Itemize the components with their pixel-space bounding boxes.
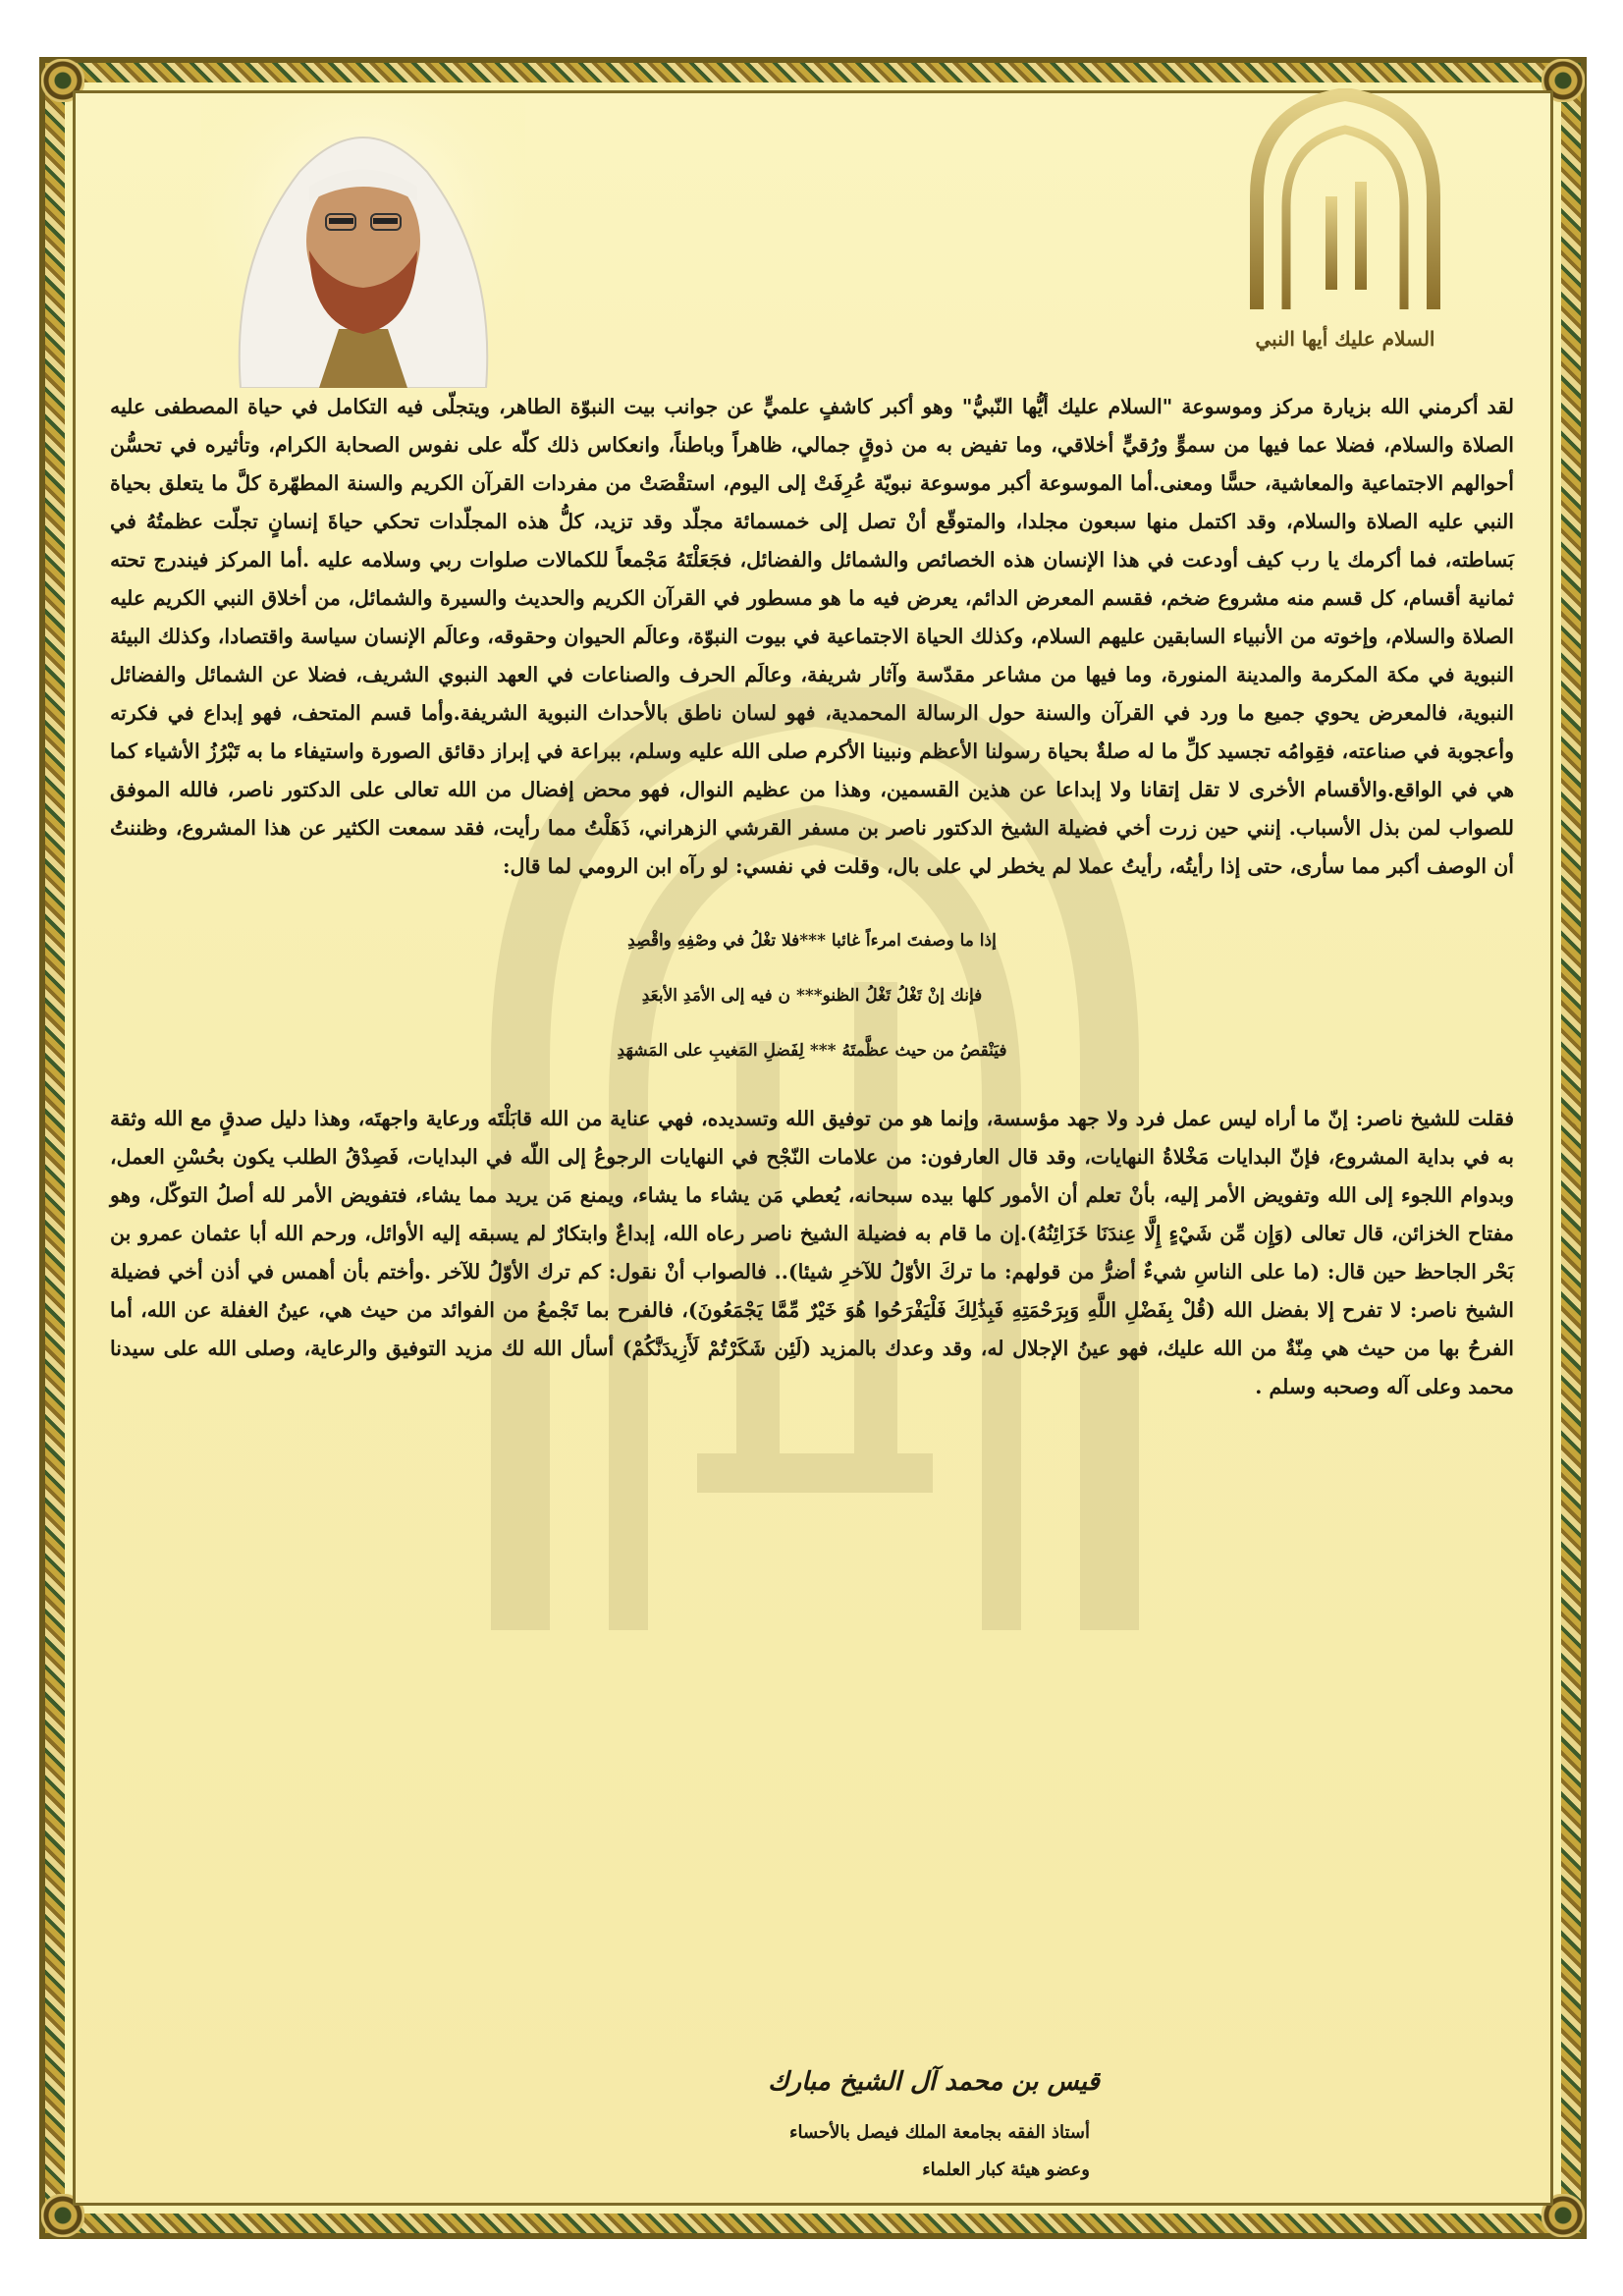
logo-calligraphy-sub: السلام عليك أيها النبي (1255, 327, 1435, 351)
poem-verse: فإنك إنْ تَغْلُ تَغْلُ الظنو*** ن فيه إلى الأمَدِ الأبعَدِ (641, 986, 983, 1006)
letter-body (110, 388, 1514, 1406)
signature-membership: وعضو هيئة كبار العلماء (922, 2159, 1090, 2180)
signature-title: أستاذ الفقه بجامعة الملك فيصل بالأحساء (789, 2122, 1090, 2143)
poem (110, 913, 1514, 1078)
signature-name: قيس بن محمد آل الشيخ مبارك (768, 2067, 1100, 2097)
author-portrait (201, 93, 525, 388)
poem-verse: فيَنْقصُ من حيث عظَّمتَهُ *** لِفَضلِ المَغيبِ على المَشهَدِ (617, 1041, 1007, 1061)
poem-verse: إذا ما وصفتَ امرءاً غائبا ***فلا تغْلُ في وصْفِهِ واقْصِدِ (627, 931, 997, 951)
signature-block (550, 2067, 1100, 2189)
letter-paragraph-1: لقد أكرمني الله بزيارة مركز وموسوعة "السلام عليك أيُّها النّبيُّ" وهو أكبر كاشفٍ علميٍّ عن جوانب بيت النبوّة الطاهر، ويتجلّى فيه التكامل في حياة المصطفى عليه الصلاة والسلام، فضلا عما فيها من سموٍّ ورُقيٍّ أخلاقي، وما تفيض به من ذوقٍ جمالي، ظاهراً وباطناً، وانعكاس ذلك كلّه على نفوس الصحابة الكرام، وتأثيره في تحسُّن أحوالهم الاجتماعية والمعاشية، حسًّا ومعنى.أما الموسوعة أكبر موسوعة نبويّة عُرِفَتْ إلى اليوم، استقْصَتْ من مفردات القرآن الكريم والسنة المطهّرة كلَّ ما يتعلق بحياة النبي عليه الصلاة والسلام، وقد اكتمل منها سبعون مجلدا، والمتوقّع أنْ تصل إلى خمسمائة مجلّد وقد تزيد، كلُّ هذه المجلّدات تحكي حياةَ إنسانٍ تجلّت عظمتُهُ في بَساطته، فما أكرمك يا رب كيف أودعت في هذا الإنسان هذه الخصائص والشمائل والفضائل، فجَعَلْتَهُ مَجْمعاً للكمالات صلوات ربي وسلامه عليه .أما المركز فيندرج تحته ثمانية أقسام، كل قسم منه مشروع ضخم، فقسم المعرض الدائم، يعرض فيه ما هو مسطور في القرآن الكريم والحديث والسيرة والشمائل، من أخلاق النبي الكريم عليه الصلاة والسلام، وإخوته من الأنبياء السابقين عليهم السلام، وكذلك الحياة الاجتماعية في بيوت النبوّة، وعالَم الحيوان وحقوقه، وعالَم الإنسان سياسة واقتصادا، وكذلك البيئة النبوية في مكة المكرمة والمدينة المنورة، وما فيها من مشاعر مقدّسة وآثار شريفة، وعالَم الحرف والصناعات في العهد النبوي الشريف، فضلا عن الشمائل والفضائل النبوية، فالمعرض يحوي جميع ما ورد في القرآن والسنة حول الرسالة المحمدية، فهو لسان ناطق بالأحداث النبوية الشريفة.وأما قسم المتحف، فهو إبداع في فكرته وأعجوبة في صناعته، فقِوامُه تجسيد كلِّ ما له صلةٌ بحياة رسولنا الأعظم ونبينا الأكرم صلى الله عليه وسلم، ببراعة في إبراز دقائق الصورة واستيفاء ما به تَبْرُزُ الأشياء كما هي في الواقع.والأقسام الأخرى لا تقل إتقانا ولا إبداعا عن هذين القسمين، وهذا من عظيم النوال، فهو محض إفضال من الله تعالى على الدكتور ناصر، فالله الموفق للصواب لمن بذل الأسباب. إنني حين زرت أخي فضيلة الشيخ الدكتور ناصر بن مسفر القرشي الزهراني، ذَهَلْتُ مما رأيت، فقد سمعت الكثير عن هذا المشروع، وظننتُ أن الوصف أكبر مما سأرى، حتى إذا رأيتُه، رأيتُ عملا لم يخطر لي على بال، وقلت في نفسي: لو رآه ابن الرومي لما قال: (110, 395, 1514, 878)
center-arch-logo (1232, 88, 1458, 383)
letter-paragraph-2: فقلت للشيخ ناصر: إنّ ما أراه ليس عمل فرد ولا جهد مؤسسة، وإنما هو من توفيق الله وتسديده، فهي عناية من الله قابَلْتَه ورعاية واجهتَه، وهذا دليل صدقٍ مع الله وثقة به في بداية المشروع، فإنّ البدايات مَخْلاةُ النهايات، وقد قال العارفون: من علامات النّجْح في النهايات الرجوعُ إلى اللّه في البدايات، فَصِدْقُ الطلب يكون بحُسْنِ العمل، وبدوام اللجوء إلى الله وتفويض الأمر إليه، بأنْ تعلم أن الأمور كلها بيده سبحانه، يُعطي مَن يشاء ما يشاء، ويمنع مَن يريد مما يشاء، فتفويض الأمر لله أصلُ التوكّل، وهو مفتاح الخزائن، قال تعالى (وَإِن مِّن شَيْءٍ إِلَّا عِندَنَا خَزَائِنُهُ).إن ما قام به فضيلة الشيخ ناصر رعاه الله، إبداعٌ وابتكارٌ لم يسبقه إليه الأوائل، ورحم الله أبا عثمان عمرو بن بَحْر الجاحظ حين قال: (ما على الناسِ شيءٌ أضرُّ من قولهم: ما تركَ الأوّلُ للآخرِ شيئا).. فالصواب أنْ نقول: كم ترك الأوّلُ للآخر .وأختم بأن أهمس في أذن أخي فضيلة الشيخ ناصر: لا تفرح إلا بفضل الله (قُلْ بِفَضْلِ اللَّهِ وَبِرَحْمَتِهِ فَبِذَٰلِكَ فَلْيَفْرَحُوا هُوَ خَيْرٌ مِّمَّا يَجْمَعُونَ)، فالفرح بما تَجْمعُ من الفوائد من حيث هي، عينُ الغفلة عن الله، أما الفرحُ بها من حيث هي مِنّةٌ من الله عليك، فهو عينُ الإجلال له، وقد وعدك بالمزيد (لَئِن شَكَرْتُمْ لَأَزِيدَنَّكُمْ) أسأل الله لك مزيد التوفيق والرعاية، وصلى الله على سيدنا محمد وعلى آله وصحبه وسلم . (110, 1107, 1515, 1398)
